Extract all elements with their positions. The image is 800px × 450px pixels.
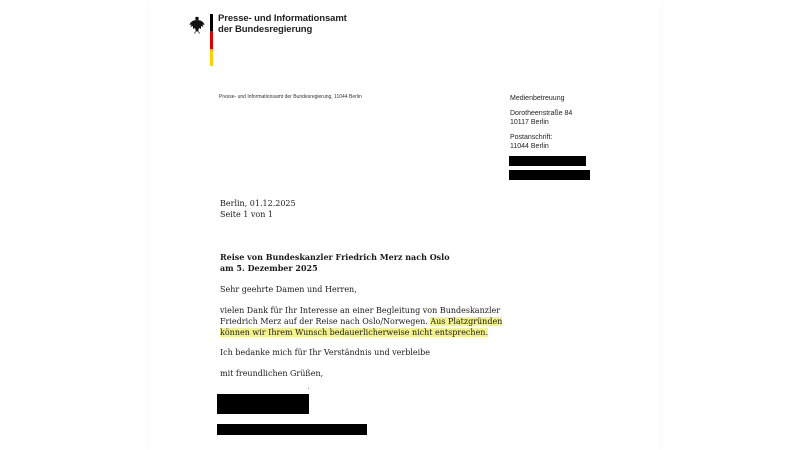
department-name: Medienbetreuung	[510, 95, 565, 102]
paragraph1-line3	[220, 327, 488, 338]
organization-name	[218, 13, 347, 35]
org-name-line2: der Bundesregierung	[218, 24, 313, 35]
org-name-line1: Presse- und Informationsamt	[218, 13, 347, 24]
name-redaction	[217, 424, 367, 435]
flag-stripe-gold	[210, 49, 213, 66]
highlighted-text: können wir Ihrem Wunsch bedauerlicherweise nicht entsprechen.	[220, 328, 488, 337]
redaction-bar	[509, 156, 586, 166]
german-flag-bar	[210, 14, 213, 66]
contact-street: Dorotheenstraße 84	[510, 109, 573, 117]
paragraph2: Ich bedanke mich für Ihr Verständnis und verbleibe	[220, 348, 431, 357]
flag-stripe-red	[210, 31, 213, 48]
sender-return-address: Presse- und Informationsamt der Bundesregierung, 11044 Berlin	[219, 94, 362, 100]
highlighted-text: Aus Platzgründen	[430, 317, 503, 326]
paragraph1-line2	[220, 316, 502, 327]
salutation: Sehr geehrte Damen und Herren,	[220, 285, 357, 294]
scan-speck	[308, 388, 309, 389]
postal-city: 11044 Berlin	[510, 143, 549, 150]
page-indicator: Seite 1 von 1	[220, 210, 274, 219]
subject-line-2: am 5. Dezember 2025	[220, 263, 318, 273]
signature-redaction	[217, 394, 309, 414]
paragraph1-line2-plain: Friedrich Merz auf der Reise nach Oslo/Norwegen.	[220, 317, 431, 326]
letter-page	[150, 0, 660, 450]
federal-eagle-icon	[189, 16, 205, 34]
contact-block	[510, 94, 572, 152]
closing-line: mit freundlichen Grüßen,	[220, 369, 324, 378]
flag-stripe-black	[210, 14, 213, 31]
redaction-bar	[509, 170, 590, 180]
contact-city: 10117 Berlin	[510, 119, 549, 126]
paragraph1-line1: vielen Dank für Ihr Interesse an einer Begleitung von Bundeskanzler	[220, 306, 501, 315]
subject-line-1: Reise von Bundeskanzler Friedrich Merz nach Oslo	[220, 252, 450, 262]
postal-label: Postanschrift:	[510, 133, 553, 141]
letter-date: Berlin, 01.12.2025	[220, 199, 296, 208]
